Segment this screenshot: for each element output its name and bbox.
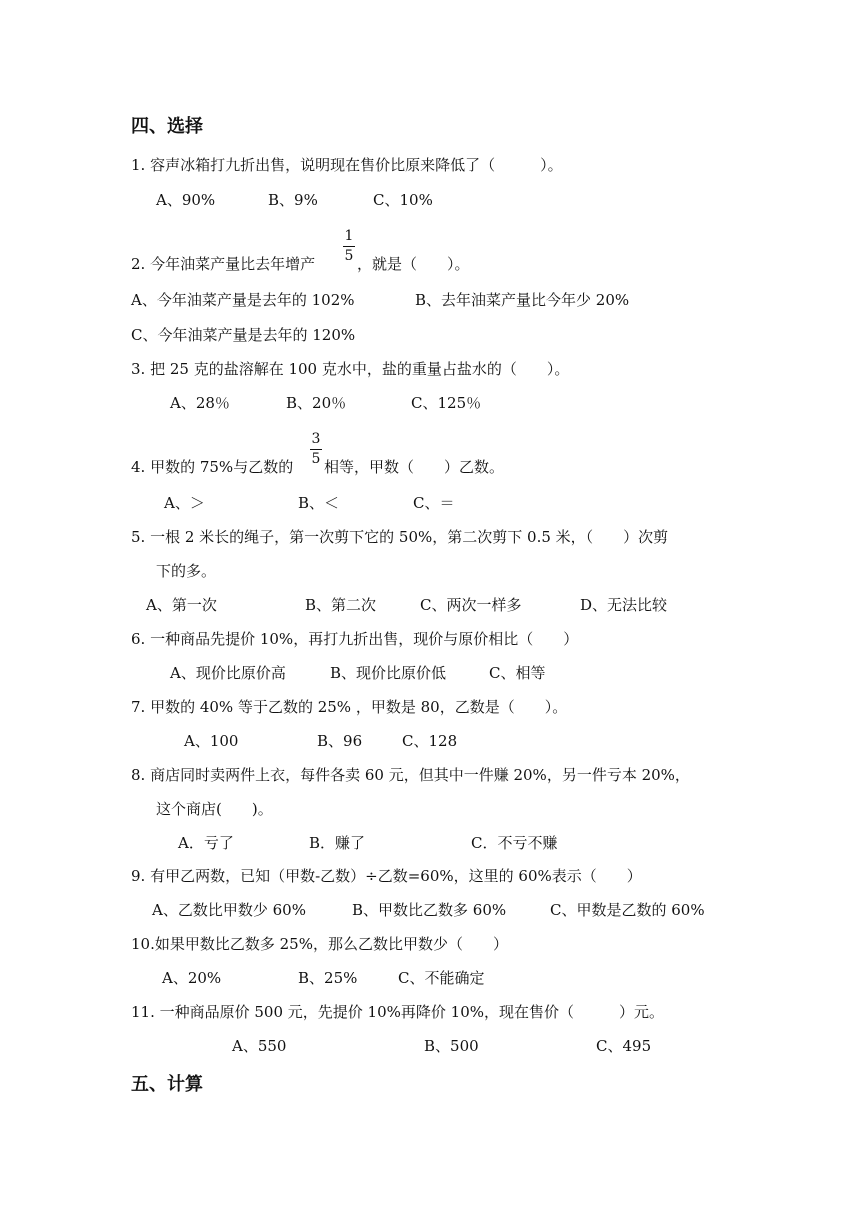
question-4-option-b: B、＜	[298, 494, 340, 512]
question-8-option-b: B．赚了	[309, 834, 366, 852]
question-11-option-a: A、550	[232, 1037, 287, 1055]
question-2-stem-after: ，就是（ ）。	[357, 255, 470, 273]
question-4-fraction	[310, 432, 322, 466]
question-5-option-a: A、第一次	[146, 596, 217, 614]
question-9-option-c: C、甲数是乙数的 60%	[550, 901, 705, 919]
question-6-option-c: C、相等	[489, 664, 546, 682]
question-9-stem: 9. 有甲乙两数，已知（甲数-乙数）÷乙数=60%，这里的 60%表示（ ）	[131, 867, 642, 885]
question-5-option-c: C、两次一样多	[420, 596, 522, 614]
question-1-stem: 1. 容声冰箱打九折出售，说明现在售价比原来降低了（ ）。	[131, 156, 563, 174]
question-2-option-a: A、今年油菜产量是去年的 102%	[131, 291, 355, 309]
question-2-option-b: B、去年油菜产量比今年少 20%	[415, 291, 630, 309]
question-6-stem: 6. 一种商品先提价 10%，再打九折出售，现价与原价相比（ ）	[131, 630, 579, 648]
question-6-option-a: A、现价比原价高	[170, 664, 286, 682]
question-4-stem-before: 4. 甲数的 75%与乙数的	[131, 458, 294, 476]
question-3-stem: 3. 把 25 克的盐溶解在 100 克水中，盐的重量占盐水的（ ）。	[131, 360, 570, 378]
question-11-option-b: B、500	[424, 1037, 479, 1055]
question-1-option-c: C、10%	[373, 191, 433, 209]
section-heading-choice: 四、选择	[131, 116, 203, 137]
question-10-option-b: B、25%	[298, 969, 358, 987]
question-2-fraction	[343, 229, 355, 263]
question-6-option-b: B、现价比原价低	[330, 664, 447, 682]
question-8-option-c: C．不亏不赚	[471, 834, 558, 852]
question-7-stem: 7. 甲数的 40% 等于乙数的 25% ，甲数是 80，乙数是（ ）。	[131, 698, 568, 716]
question-10-stem: 10.如果甲数比乙数多 25%，那么乙数比甲数少（ ）	[131, 935, 508, 953]
question-5-stem-line-2: 下的多。	[156, 562, 217, 580]
fraction-denominator: 5	[344, 248, 354, 264]
question-10-option-a: A、20%	[162, 969, 222, 987]
question-8-stem-line-2: 这个商店( )。	[156, 800, 273, 818]
question-4-stem-after: 相等，甲数（ ）乙数。	[324, 458, 505, 476]
question-5-stem-line-1: 5. 一根 2 米长的绳子，第一次剪下它的 50%，第二次剪下 0.5 米，（ ）次剪	[131, 528, 669, 546]
question-7-option-c: C、128	[402, 732, 458, 750]
fraction-denominator: 5	[311, 451, 321, 467]
question-2-option-c: C、今年油菜产量是去年的 120%	[131, 326, 356, 344]
fraction-numerator: 3	[311, 431, 321, 447]
fraction-bar	[343, 246, 355, 247]
question-2-stem-before: 2. 今年油菜产量比去年增产	[131, 255, 316, 273]
question-8-stem-line-1: 8. 商店同时卖两件上衣，每件各卖 60 元，但其中一件赚 20%，另一件亏本 20%，	[131, 766, 690, 784]
section-heading-calculation: 五、计算	[131, 1074, 203, 1095]
question-3-option-b: B、20％	[286, 394, 347, 412]
question-8-option-a: A．亏了	[178, 834, 234, 852]
question-9-option-b: B、甲数比乙数多 60%	[352, 901, 507, 919]
question-11-stem: 11. 一种商品原价 500 元，先提价 10%再降价 10%，现在售价（ ）元。	[131, 1003, 665, 1021]
question-5-option-d: D、无法比较	[580, 596, 668, 614]
question-3-option-c: C、125％	[411, 394, 482, 412]
question-4-option-a: A、＞	[164, 494, 205, 512]
fraction-bar	[310, 449, 322, 450]
question-1-option-a: A、90%	[156, 191, 216, 209]
question-7-option-b: B、96	[317, 732, 363, 750]
question-9-option-a: A、乙数比甲数少 60%	[152, 901, 306, 919]
question-4-option-c: C、＝	[413, 494, 455, 512]
question-11-option-c: C、495	[596, 1037, 652, 1055]
fraction-numerator: 1	[344, 228, 354, 244]
question-10-option-c: C、不能确定	[398, 969, 485, 987]
question-7-option-a: A、100	[184, 732, 239, 750]
question-3-option-a: A、28％	[170, 394, 230, 412]
question-5-option-b: B、第二次	[305, 596, 377, 614]
question-1-option-b: B、9%	[268, 191, 318, 209]
